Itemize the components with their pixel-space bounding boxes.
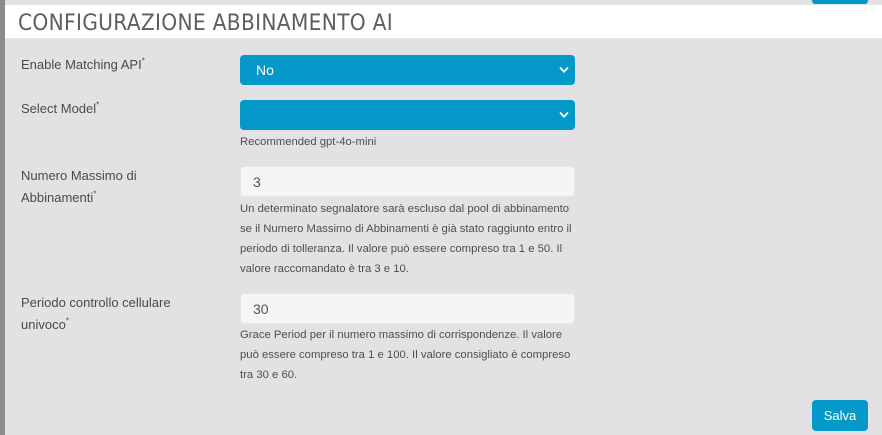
section-header bbox=[5, 5, 882, 38]
enable-api-select[interactable] bbox=[240, 55, 575, 85]
enable-api-label: Enable Matching API* bbox=[21, 56, 145, 72]
max-matches-help-text: Un determinato segnalatore sarà escluso dal pool di abbinamento se il Numero Massimo di Abbinamenti è già stato raggiunto entro il periodo di tolleranza. Il valore può essere compreso tra 1 e 50. Il valore raccomandato è tra 3 e 10. bbox=[240, 203, 572, 275]
max-matches-input[interactable] bbox=[240, 166, 575, 197]
period-value: 30 bbox=[253, 301, 269, 317]
chevron-down-icon bbox=[559, 110, 569, 120]
save-button[interactable]: Salva bbox=[812, 400, 868, 431]
chevron-down-icon bbox=[559, 65, 569, 75]
period-input[interactable] bbox=[240, 293, 575, 324]
model-help-text: Recommended gpt-4o-mini bbox=[240, 136, 377, 148]
period-help-text: Grace Period per il numero massimo di corrispondenze. Il valore può essere compreso tra 1 e 100. Il valore consigliato è compreso tra 30 e 60. bbox=[240, 329, 571, 381]
model-label: Select Model* bbox=[21, 100, 100, 116]
left-border bbox=[0, 0, 5, 435]
period-label: Periodo controllo cellulare univoco* bbox=[21, 295, 171, 332]
model-select[interactable] bbox=[240, 100, 575, 130]
top-action-button[interactable] bbox=[812, 0, 868, 4]
max-matches-label: Numero Massimo di Abbinamenti* bbox=[21, 168, 137, 205]
max-matches-value: 3 bbox=[253, 174, 261, 190]
page-title: CONFIGURAZIONE ABBINAMENTO AI bbox=[18, 11, 394, 36]
enable-api-value: No bbox=[256, 62, 274, 78]
